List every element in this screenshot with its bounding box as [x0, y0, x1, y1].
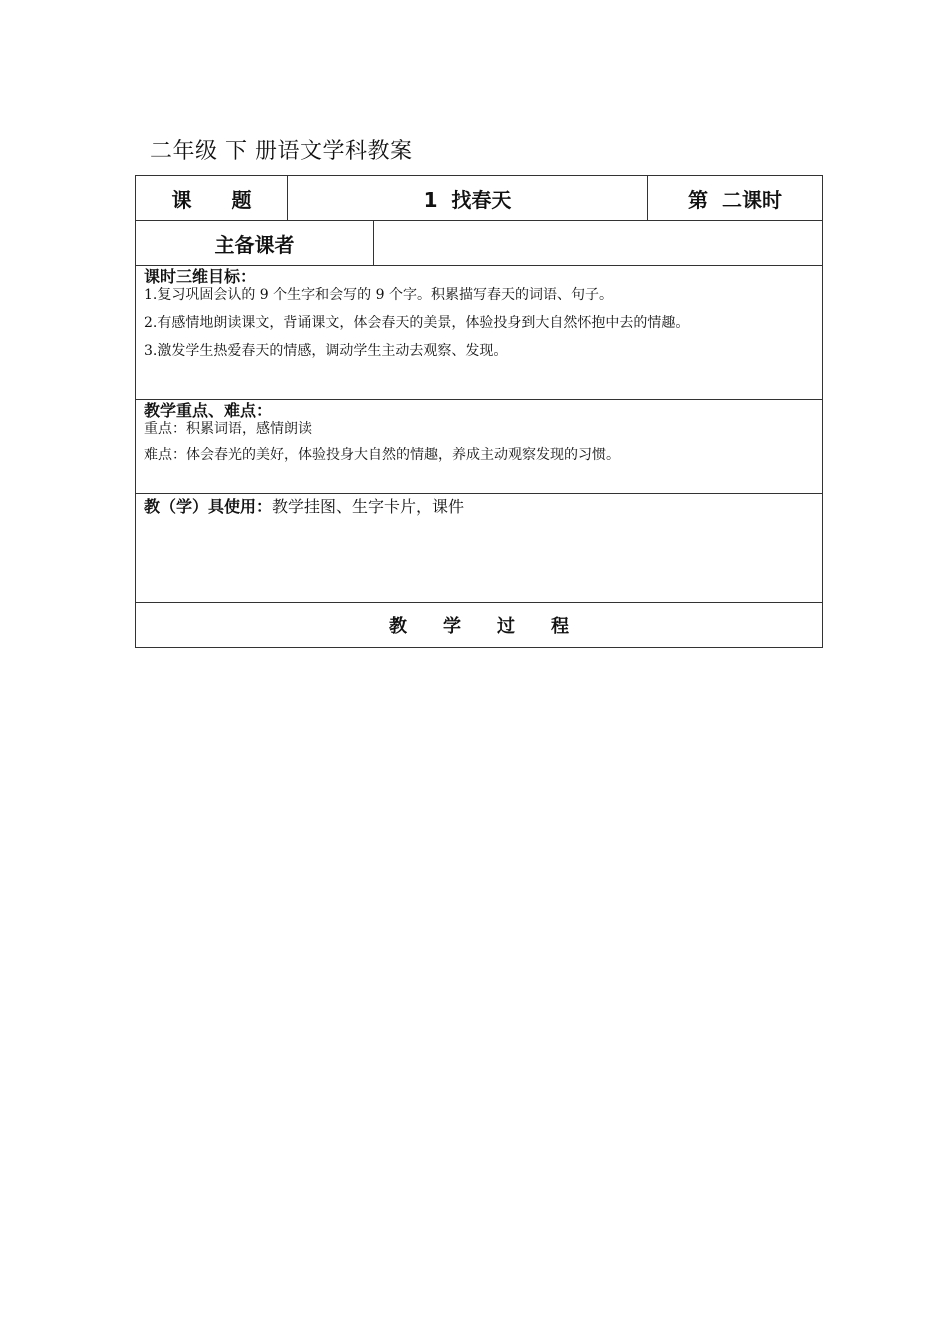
header-row	[136, 176, 822, 221]
preparer-value	[374, 221, 822, 265]
key-point-item: 重点：积累词语，感情朗读	[144, 421, 312, 437]
page-title: 二年级 下 册语文学科教案	[150, 139, 413, 164]
preparer-row	[136, 221, 822, 266]
objective-item: 2.有感情地朗读课文，背诵课文，体会春天的美景，体验投身到大自然怀抱中去的情趣。	[144, 315, 690, 331]
tools-value: 教学挂图、生字卡片，课件	[272, 497, 465, 516]
objectives-block	[136, 266, 822, 399]
key-points-row	[136, 400, 822, 494]
topic-value: 1 找春天	[288, 176, 648, 220]
lesson-plan-table	[135, 175, 823, 648]
process-label: 教 学 过 程	[389, 616, 569, 637]
key-point-item: 难点：体会春光的美好，体验投身大自然的情趣，养成主动观察发现的习惯。	[144, 447, 620, 463]
process-row	[136, 603, 822, 647]
topic-label: 课 题	[136, 176, 288, 220]
preparer-label: 主备课者	[136, 221, 374, 265]
objective-item: 1.复习巩固会认的 9 个生字和会写的 9 个字。积累描写春天的词语、句子。	[144, 287, 613, 303]
key-points-block	[136, 400, 822, 493]
tools-label: 教（学）具使用：	[144, 497, 273, 516]
objectives-row	[136, 266, 822, 400]
key-points-title: 教学重点、难点：	[144, 401, 273, 420]
tools-row	[136, 494, 822, 603]
objectives-title: 课时三维目标：	[144, 267, 257, 286]
period-cell: 第 二课时	[688, 187, 782, 212]
tools-block	[136, 494, 822, 602]
objective-item: 3.激发学生热爱春天的情感，调动学生主动去观察、发现。	[144, 343, 508, 359]
